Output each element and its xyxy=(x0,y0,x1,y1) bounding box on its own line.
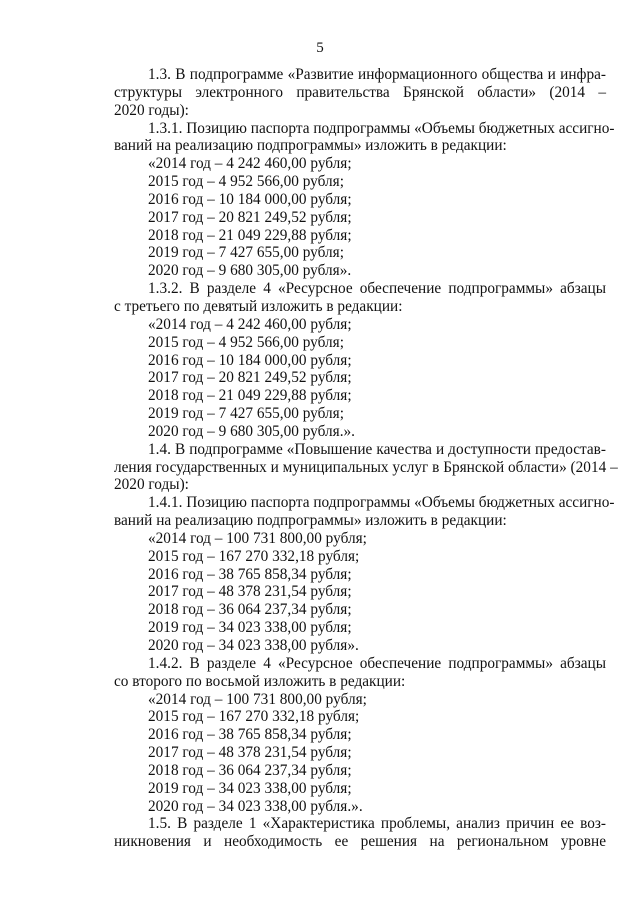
text-line: ления государственных и муниципальных услуг в Брянской области» (2014 – xyxy=(114,458,618,476)
text-line: 2016 год – 10 184 000,00 рубля; xyxy=(148,190,352,208)
text-line: 2018 год – 36 064 237,34 рубля; xyxy=(148,761,352,779)
text-line: 2015 год – 167 270 332,18 рубля; xyxy=(148,547,360,565)
text-line: 2018 год – 21 049 229,88 рубля; xyxy=(148,387,352,405)
text-line: 1.3.2. В разделе 4 «Ресурсное обеспечение подпрограммы» абзацы xyxy=(148,280,606,298)
page-number: 5 xyxy=(316,40,324,56)
text-line: 2017 год – 20 821 249,52 рубля; xyxy=(148,208,352,226)
text-line: ваний на реализацию подпрограммы» изложить в редакции: xyxy=(114,137,507,155)
text-line: 2020 год – 9 680 305,00 рубля.». xyxy=(148,422,355,440)
text-line: 1.5. В разделе 1 «Характеристика проблемы, анализ причин ее воз- xyxy=(148,815,606,833)
text-line: ваний на реализацию подпрограммы» изложить в редакции: xyxy=(114,512,507,530)
text-line: 2019 год – 34 023 338,00 рубля; xyxy=(148,619,352,637)
text-line: структуры электронного правительства Брянской области» (2014 – xyxy=(114,83,606,101)
text-line: 1.4.1. Позицию паспорта подпрограммы «Объемы бюджетных ассигно- xyxy=(148,494,615,512)
text-line: 2017 год – 48 378 231,54 рубля; xyxy=(148,744,352,762)
text-line: «2014 год – 4 242 460,00 рубля; xyxy=(148,155,352,173)
text-line: 1.3.1. Позицию паспорта подпрограммы «Объемы бюджетных ассигно- xyxy=(148,119,615,137)
text-line: 2019 год – 7 427 655,00 рубля; xyxy=(148,244,344,262)
text-line: 1.4. В подпрограмме «Повышение качества и доступности предостав- xyxy=(148,440,606,458)
text-line: 2020 годы): xyxy=(114,476,189,494)
text-line: 1.3. В подпрограмме «Развитие информационного общества и инфра- xyxy=(148,66,606,83)
text-line: никновения и необходимость ее решения на региональном уровне xyxy=(114,833,606,851)
text-line: 2020 годы): xyxy=(114,101,189,119)
text-line: 2018 год – 36 064 237,34 рубля; xyxy=(148,601,352,619)
text-line: 2015 год – 4 952 566,00 рубля; xyxy=(148,333,344,351)
text-line: 2015 год – 4 952 566,00 рубля; xyxy=(148,173,344,191)
text-line: 2016 год – 10 184 000,00 рубля; xyxy=(148,351,352,369)
text-line: 2017 год – 20 821 249,52 рубля; xyxy=(148,369,352,387)
text-line: 2019 год – 7 427 655,00 рубля; xyxy=(148,405,344,423)
text-line: 2019 год – 34 023 338,00 рубля; xyxy=(148,779,352,797)
text-line: «2014 год – 100 731 800,00 рубля; xyxy=(148,690,367,708)
document-body xyxy=(114,66,618,851)
text-line: 2020 год – 9 680 305,00 рубля». xyxy=(148,262,352,280)
text-line: 1.4.2. В разделе 4 «Ресурсное обеспечение подпрограммы» абзацы xyxy=(148,654,606,672)
text-line: 2018 год – 21 049 229,88 рубля; xyxy=(148,226,352,244)
text-line: 2015 год – 167 270 332,18 рубля; xyxy=(148,708,360,726)
text-line: 2016 год – 38 765 858,34 рубля; xyxy=(148,565,352,583)
text-line: 2017 год – 48 378 231,54 рубля; xyxy=(148,583,352,601)
text-line: 2016 год – 38 765 858,34 рубля; xyxy=(148,726,352,744)
text-line: «2014 год – 4 242 460,00 рубля; xyxy=(148,315,352,333)
text-line: с третьего по девятый изложить в редакции: xyxy=(114,297,403,315)
text-line: 2020 год – 34 023 338,00 рубля». xyxy=(148,637,359,654)
text-line: 2020 год – 34 023 338,00 рубля.». xyxy=(148,797,363,815)
text-line: «2014 год – 100 731 800,00 рубля; xyxy=(148,529,367,547)
text-line: со второго по восьмой изложить в редакции: xyxy=(114,672,406,690)
